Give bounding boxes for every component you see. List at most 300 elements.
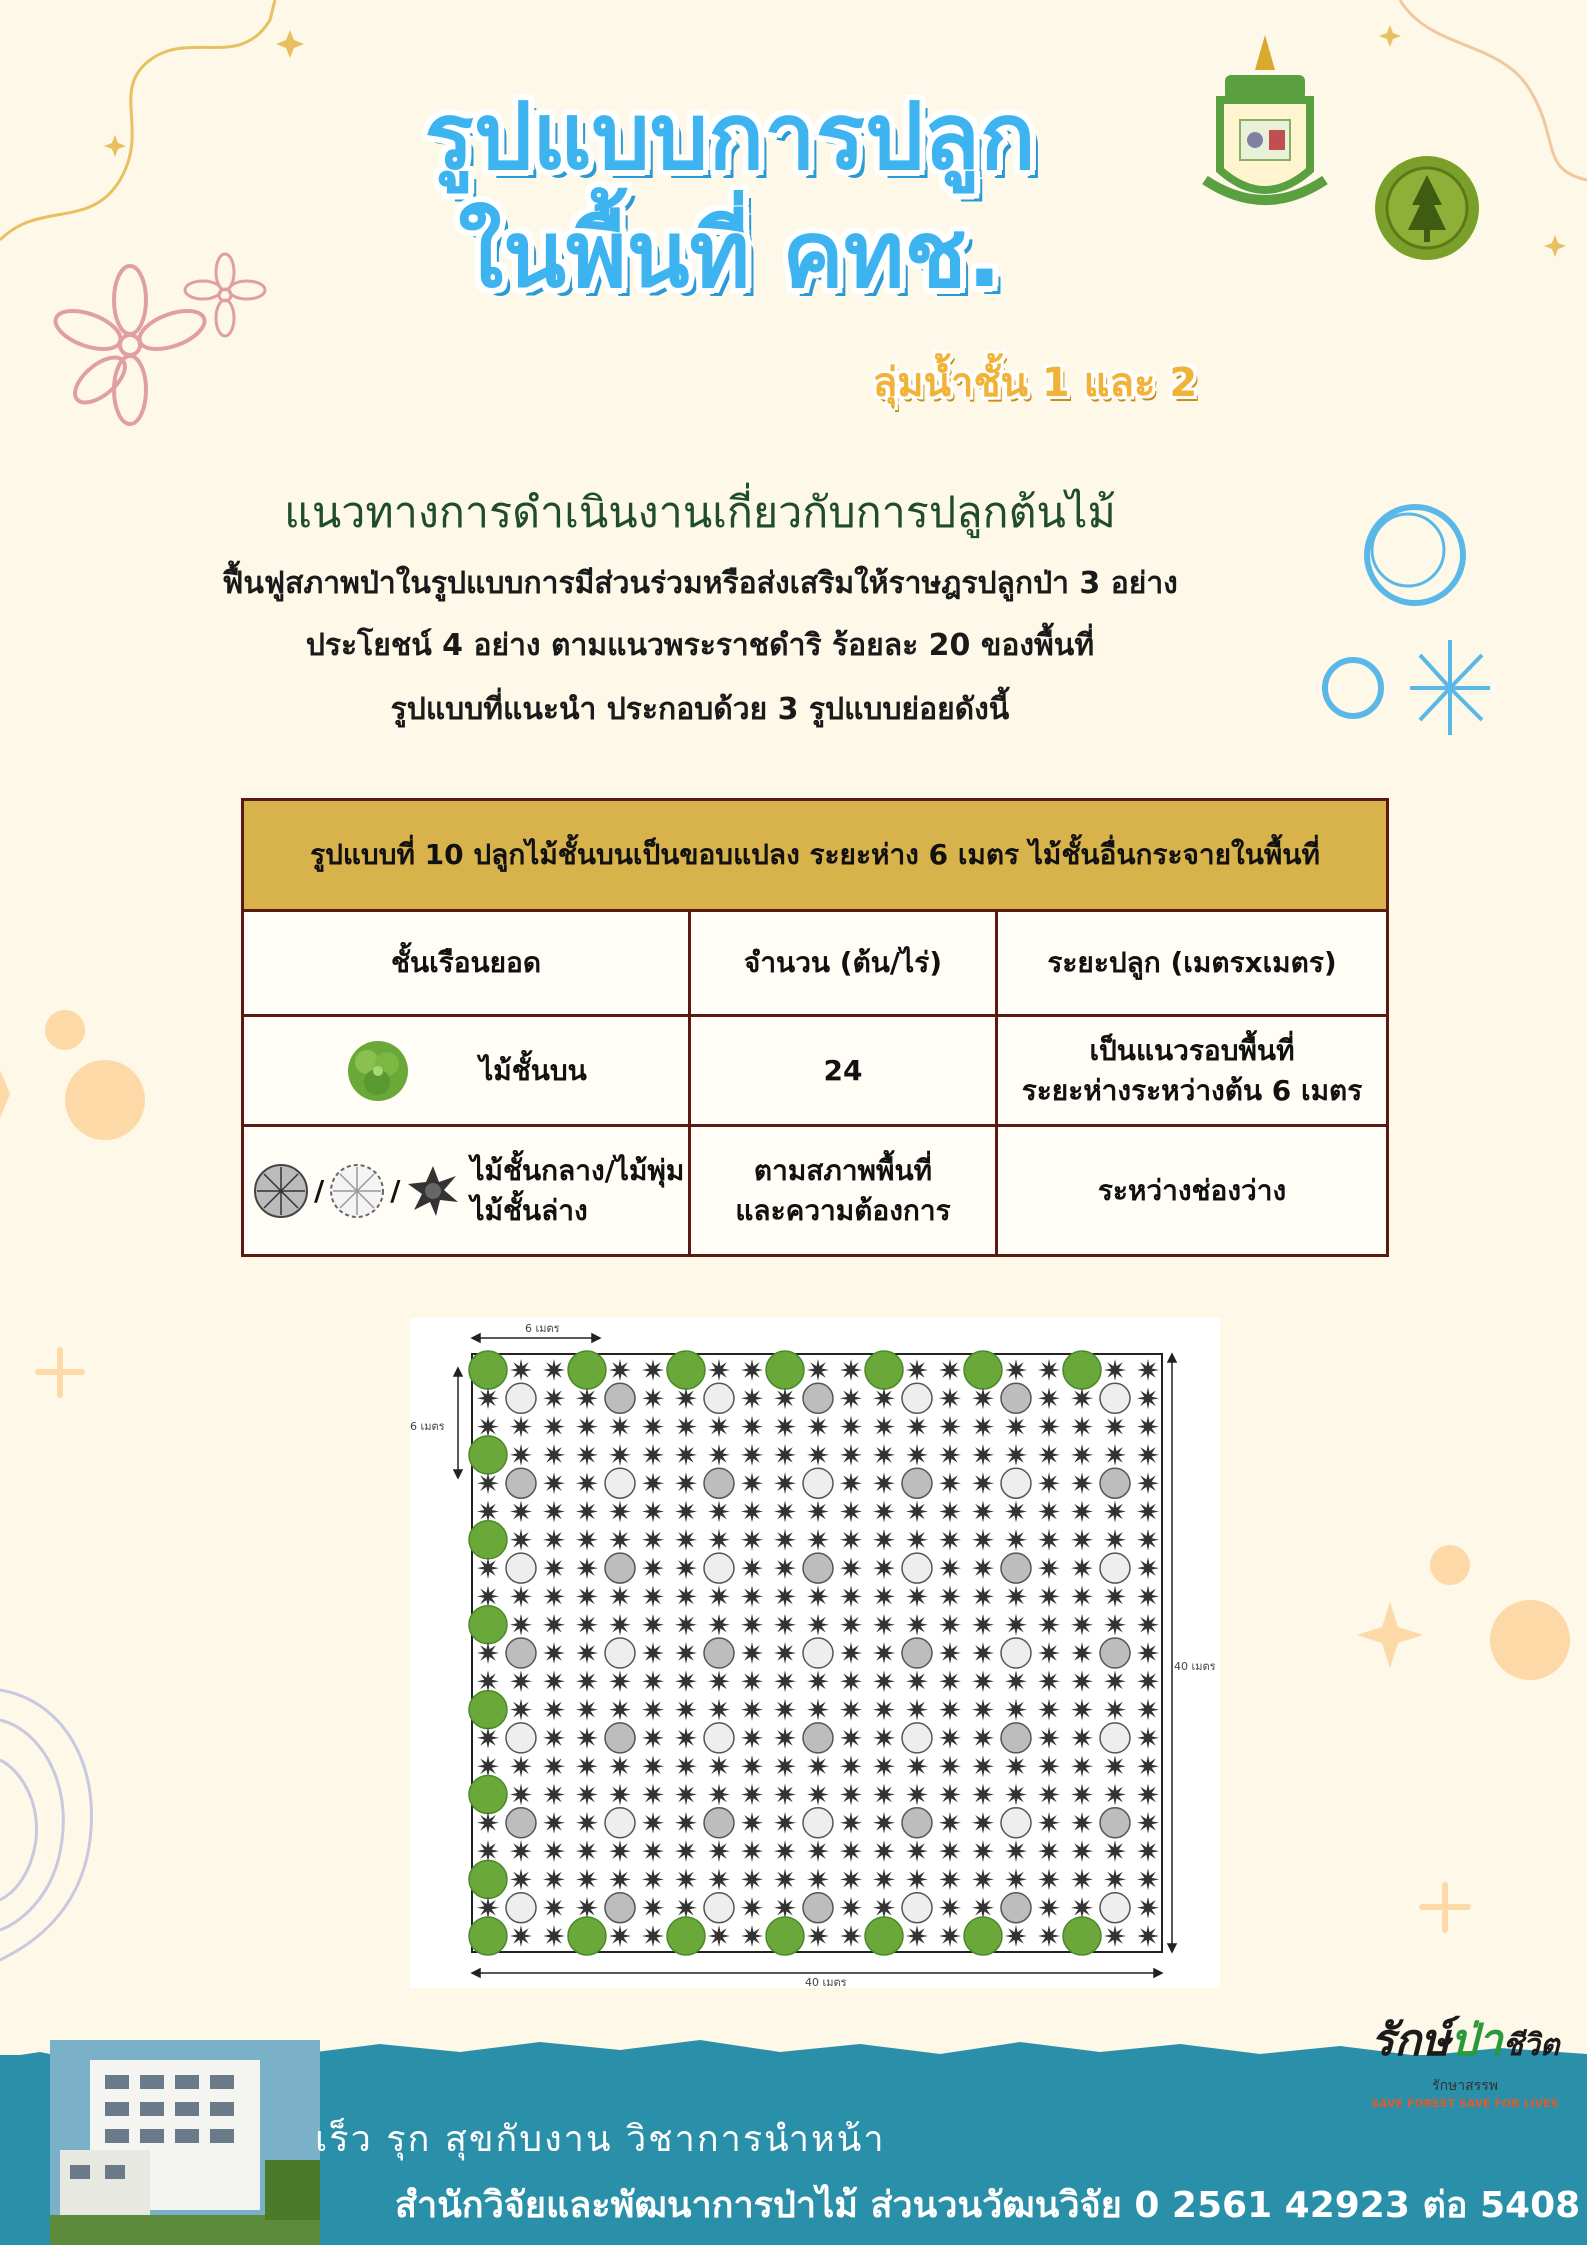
middle-tree-icon: [1100, 1808, 1130, 1838]
lower-tree-icon: [609, 1784, 631, 1806]
lower-tree-icon: [576, 1868, 598, 1890]
lower-tree-icon: [642, 1444, 664, 1466]
lower-tree-icon: [807, 1529, 829, 1551]
lower-tree-icon: [1137, 1812, 1159, 1834]
lower-tree-icon: [1005, 1501, 1027, 1523]
lower-tree-icon: [708, 1784, 730, 1806]
lower-tree-icon: [609, 1416, 631, 1438]
lower-tree-icon: [1038, 1755, 1060, 1777]
left-dimension-label: 6 เมตร: [410, 1420, 445, 1433]
lower-tree-icon: [1104, 1840, 1126, 1862]
lower-tree-icon: [741, 1529, 763, 1551]
lower-tree-icon: [774, 1529, 796, 1551]
lower-tree-icon: [1137, 1642, 1159, 1664]
lower-tree-icon: [1038, 1897, 1060, 1919]
lower-tree-icon: [609, 1585, 631, 1607]
lower-tree-icon: [873, 1670, 895, 1692]
lower-tree-icon: [840, 1755, 862, 1777]
lower-tree-icon: [576, 1897, 598, 1919]
lower-tree-icon: [543, 1670, 565, 1692]
upper-tree-icon: [345, 1038, 411, 1104]
separator: /: [390, 1174, 401, 1207]
lower-tree-icon: [642, 1387, 664, 1409]
lower-tree-icon: [1038, 1727, 1060, 1749]
lower-tree-icon: [840, 1784, 862, 1806]
royal-emblem-icon: [1195, 30, 1335, 220]
lower-tree-icon: [906, 1529, 928, 1551]
lower-tree-icon: [939, 1585, 961, 1607]
top-dimension-label: 6 เมตร: [525, 1322, 560, 1335]
lower-tree-icon: [972, 1501, 994, 1523]
lower-tree-icon: [543, 1585, 565, 1607]
lower-tree-icon: [741, 1501, 763, 1523]
lower-tree-icon: [543, 1529, 565, 1551]
bubble-icon: [1325, 507, 1463, 716]
lower-tree-icon: [609, 1501, 631, 1523]
lower-tree-icon: [543, 1444, 565, 1466]
lower-tree-icon: [675, 1642, 697, 1664]
lower-tree-icon: [972, 1897, 994, 1919]
lower-tree-icon: [906, 1359, 928, 1381]
lower-tree-icon: [1005, 1585, 1027, 1607]
lower-tree-icon: [543, 1925, 565, 1947]
middle-tree-icon: [605, 1638, 635, 1668]
lower-tree-icon: [609, 1868, 631, 1890]
lower-tree-icon: [873, 1472, 895, 1494]
lower-tree-icon: [774, 1472, 796, 1494]
lower-tree-icon: [576, 1840, 598, 1862]
middle-tree-icon: [605, 1468, 635, 1498]
lower-tree-icon: [708, 1699, 730, 1721]
lower-tree-icon: [708, 1529, 730, 1551]
lower-tree-icon: [543, 1387, 565, 1409]
lower-tree-icon: [543, 1416, 565, 1438]
lower-tree-icon: [1137, 1897, 1159, 1919]
lower-tree-icon: [1104, 1925, 1126, 1947]
lower-tree-icon: [477, 1387, 499, 1409]
lower-tree-icon: [1038, 1501, 1060, 1523]
lower-tree-icon: [906, 1840, 928, 1862]
lower-tree-icon: [609, 1755, 631, 1777]
lower-tree-icon: [675, 1444, 697, 1466]
lower-tree-icon: [543, 1614, 565, 1636]
lower-tree-icon: [939, 1868, 961, 1890]
upper-tree-icon: [865, 1917, 903, 1955]
lower-tree-icon: [840, 1670, 862, 1692]
lower-tree-icon: [741, 1614, 763, 1636]
lower-tree-icon: [741, 1472, 763, 1494]
lower-tree-icon: [510, 1755, 532, 1777]
lower-tree-icon: [675, 1529, 697, 1551]
lower-tree-icon: [906, 1784, 928, 1806]
lower-tree-icon: [939, 1529, 961, 1551]
lower-tree-icon: [807, 1670, 829, 1692]
page-title-line-2: ในพื้นที่ คทช.: [458, 201, 1002, 308]
lower-tree-icon: [642, 1557, 664, 1579]
lower-tree-icon: [1071, 1868, 1093, 1890]
lower-tree-icon: [972, 1727, 994, 1749]
upper-tree-icon: [964, 1917, 1002, 1955]
lower-tree-icon: [675, 1557, 697, 1579]
upper-tree-icon: [865, 1351, 903, 1389]
lower-tree-icon: [939, 1755, 961, 1777]
lower-tree-icon: [510, 1784, 532, 1806]
lower-tree-icon: [873, 1444, 895, 1466]
lower-tree-icon: [939, 1472, 961, 1494]
lower-tree-icon: [576, 1699, 598, 1721]
lower-tree-icon: [510, 1585, 532, 1607]
middle-tree-icon: [1100, 1638, 1130, 1668]
lower-tree-icon: [477, 1642, 499, 1664]
lower-tree-icon: [939, 1416, 961, 1438]
lower-tree-icon: [675, 1614, 697, 1636]
lower-tree-icon: [1104, 1529, 1126, 1551]
middle-tree-icon: [1100, 1723, 1130, 1753]
lower-tree-icon: [774, 1585, 796, 1607]
lower-tree-icon: [1137, 1925, 1159, 1947]
column-header-count: จำนวน (ต้น/ไร่): [690, 911, 997, 1016]
lower-tree-icon: [1038, 1529, 1060, 1551]
lower-tree-icon: [840, 1868, 862, 1890]
lower-tree-icon: [642, 1614, 664, 1636]
lower-tree-icon: [576, 1529, 598, 1551]
upper-tree-icon: [469, 1691, 507, 1729]
lower-tree-icon: [642, 1472, 664, 1494]
lower-tree-icon: [1137, 1614, 1159, 1636]
lower-tree-icon: [1137, 1557, 1159, 1579]
lower-tree-icon: [807, 1501, 829, 1523]
lower-tree-icon: [576, 1444, 598, 1466]
canopy-cell: [243, 1016, 690, 1126]
middle-tree-icon: [605, 1723, 635, 1753]
lower-tree-icon: [708, 1416, 730, 1438]
lower-tree-icon: [873, 1868, 895, 1890]
lower-tree-icon: [873, 1614, 895, 1636]
column-header-spacing: ระยะปลูก (เมตรxเมตร): [997, 911, 1388, 1016]
middle-tree-icon: [1001, 1468, 1031, 1498]
lower-tree-icon: [939, 1359, 961, 1381]
lower-tree-icon: [510, 1868, 532, 1890]
lower-tree-icon: [609, 1670, 631, 1692]
lower-tree-icon: [477, 1812, 499, 1834]
lower-tree-icon: [972, 1812, 994, 1834]
lower-tree-icon: [477, 1670, 499, 1692]
planting-diagram: [410, 1318, 1220, 1988]
lower-tree-icon: [543, 1868, 565, 1890]
forest-department-seal-icon: [1372, 150, 1482, 270]
lower-tree-icon: [1038, 1614, 1060, 1636]
lower-tree-icon: [642, 1897, 664, 1919]
lower-tree-icon: [543, 1755, 565, 1777]
middle-tree-icon: [704, 1383, 734, 1413]
lower-tree-icon: [1104, 1501, 1126, 1523]
lower-tree-icon: [1137, 1755, 1159, 1777]
lower-tree-icon: [807, 1585, 829, 1607]
lower-tree-icon: [741, 1585, 763, 1607]
lower-tree-icon: [906, 1416, 928, 1438]
lower-tree-icon: [708, 1444, 730, 1466]
lower-tree-icon: [1038, 1416, 1060, 1438]
upper-tree-icon: [469, 1521, 507, 1559]
brand-name-a: รักษ์: [1370, 2015, 1450, 2066]
bottom-dimension-label: 40 เมตร: [805, 1976, 847, 1988]
lower-tree-icon: [576, 1557, 598, 1579]
lower-tree-icon: [972, 1557, 994, 1579]
building-photo: [50, 2040, 320, 2245]
lower-tree-icon: [774, 1670, 796, 1692]
lower-tree-icon: [576, 1416, 598, 1438]
lower-tree-icon: [774, 1840, 796, 1862]
lower-tree-icon: [972, 1472, 994, 1494]
lower-tree-icon: [675, 1784, 697, 1806]
lower-tree-icon: [477, 1840, 499, 1862]
lower-tree-icon: [807, 1784, 829, 1806]
spacing-cell: [997, 1016, 1388, 1126]
lower-tree-icon: [477, 1585, 499, 1607]
middle-tree-icon: [506, 1468, 536, 1498]
lower-tree-icon: [510, 1444, 532, 1466]
lower-tree-icon: [642, 1727, 664, 1749]
lower-tree-icon: [1104, 1359, 1126, 1381]
lower-tree-icon: [741, 1755, 763, 1777]
lower-tree-icon: [675, 1670, 697, 1692]
lower-tree-icon: [576, 1755, 598, 1777]
lower-tree-icon: [972, 1868, 994, 1890]
star-icon: [104, 135, 126, 157]
lower-tree-icon: [741, 1642, 763, 1664]
lower-tree-icon: [543, 1501, 565, 1523]
lower-tree-icon: [972, 1614, 994, 1636]
table-row: [243, 1016, 1388, 1126]
lower-tree-icon: [1137, 1472, 1159, 1494]
lower-tree-icon: [642, 1925, 664, 1947]
middle-tree-icon: [704, 1553, 734, 1583]
upper-tree-icon: [469, 1776, 507, 1814]
lower-tree-icon: [939, 1557, 961, 1579]
upper-tree-icon: [469, 1351, 507, 1389]
sparkle-icon: [1410, 640, 1490, 735]
lower-tree-icon: [543, 1812, 565, 1834]
middle-tree-icon: [803, 1808, 833, 1838]
middle-tree-icon: [902, 1468, 932, 1498]
lower-tree-icon: [873, 1840, 895, 1862]
lower-tree-icon: [741, 1812, 763, 1834]
lower-tree-icon: [840, 1614, 862, 1636]
lower-tree-icon: [906, 1670, 928, 1692]
lower-tree-icon: [741, 1670, 763, 1692]
upper-tree-icon: [766, 1917, 804, 1955]
lower-tree-icon: [873, 1416, 895, 1438]
lower-tree-icon: [609, 1614, 631, 1636]
lower-tree-icon: [840, 1501, 862, 1523]
lower-tree-icon: [1071, 1472, 1093, 1494]
lower-tree-icon: [477, 1416, 499, 1438]
lower-tree-icon: [807, 1755, 829, 1777]
lower-tree-icon: [609, 1529, 631, 1551]
lower-tree-icon: [873, 1812, 895, 1834]
lower-tree-icon: [1071, 1557, 1093, 1579]
middle-tree-icon: [605, 1383, 635, 1413]
middle-tree-icon: [704, 1723, 734, 1753]
lower-tree-icon: [1071, 1387, 1093, 1409]
lower-tree-icon: [972, 1642, 994, 1664]
lower-tree-icon: [675, 1585, 697, 1607]
lower-tree-icon: [708, 1840, 730, 1862]
lower-tree-icon: [774, 1727, 796, 1749]
middle-tree-icon: [252, 1162, 310, 1220]
upper-tree-icon: [469, 1917, 507, 1955]
count-line-1: ตามสภาพพื้นที่: [753, 1153, 933, 1187]
lower-tree-icon: [840, 1840, 862, 1862]
lower-tree-icon: [840, 1529, 862, 1551]
lower-tree-icon: [675, 1472, 697, 1494]
lower-tree-icon: [939, 1699, 961, 1721]
upper-tree-icon: [1063, 1351, 1101, 1389]
lower-tree-icon: [807, 1416, 829, 1438]
canopy-cell: [243, 1126, 690, 1256]
lower-tree-icon: [1038, 1868, 1060, 1890]
lower-tree-icon: [741, 1727, 763, 1749]
lower-tree-icon: [1005, 1359, 1027, 1381]
planting-table: [241, 798, 1389, 1257]
middle-tree-icon: [803, 1383, 833, 1413]
middle-tree-icon: [1100, 1383, 1130, 1413]
lower-tree-icon: [675, 1416, 697, 1438]
lower-tree-icon: [1071, 1529, 1093, 1551]
lower-tree-icon: [1104, 1755, 1126, 1777]
canopy-label-lower: ไม้ชั้นล่าง: [470, 1193, 588, 1227]
lower-tree-icon: [1071, 1840, 1093, 1862]
middle-tree-icon: [803, 1723, 833, 1753]
upper-tree-icon: [469, 1436, 507, 1474]
lower-tree-icon: [873, 1501, 895, 1523]
lower-tree-icon: [642, 1699, 664, 1721]
lower-tree-icon: [642, 1359, 664, 1381]
lower-tree-icon: [939, 1925, 961, 1947]
lower-tree-icon: [576, 1614, 598, 1636]
lower-tree-icon: [1005, 1444, 1027, 1466]
lower-tree-icon: [972, 1387, 994, 1409]
lower-tree-icon: [873, 1529, 895, 1551]
lower-tree-icon: [1038, 1387, 1060, 1409]
middle-tree-icon: [902, 1893, 932, 1923]
lower-tree-icon: [774, 1812, 796, 1834]
upper-tree-icon: [1063, 1917, 1101, 1955]
lower-tree-icon: [675, 1699, 697, 1721]
middle-tree-icon: [605, 1893, 635, 1923]
star-icon: [1379, 25, 1401, 47]
lower-tree-icon: [906, 1444, 928, 1466]
lower-tree-icon: [741, 1387, 763, 1409]
middle-tree-icon: [803, 1553, 833, 1583]
lower-tree-icon: [1038, 1812, 1060, 1834]
lower-tree-icon: [510, 1699, 532, 1721]
middle-tree-icon: [704, 1638, 734, 1668]
middle-tree-icon: [803, 1638, 833, 1668]
middle-tree-icon: [1001, 1383, 1031, 1413]
lower-tree-icon: [1038, 1359, 1060, 1381]
lower-tree-icon: [477, 1472, 499, 1494]
lower-tree-icon: [807, 1359, 829, 1381]
lower-tree-icon: [1038, 1444, 1060, 1466]
lower-tree-icon: [708, 1359, 730, 1381]
lower-tree-icon: [576, 1812, 598, 1834]
middle-tree-icon: [506, 1553, 536, 1583]
lower-tree-icon: [642, 1868, 664, 1890]
lower-tree-icon: [1104, 1868, 1126, 1890]
separator: /: [314, 1174, 325, 1207]
lower-tree-icon: [708, 1585, 730, 1607]
intro-line-3: รูปแบบที่แนะนำ ประกอบด้วย 3 รูปแบบย่อยดังนี้: [390, 692, 1010, 727]
upper-tree-icon: [469, 1860, 507, 1898]
lower-tree-icon: [873, 1387, 895, 1409]
lower-tree-icon: [675, 1387, 697, 1409]
middle-tree-icon: [506, 1723, 536, 1753]
middle-tree-icon: [902, 1723, 932, 1753]
column-header-canopy: ชั้นเรือนยอด: [243, 911, 690, 1016]
lower-tree-icon: [1071, 1585, 1093, 1607]
lower-tree-icon: [807, 1614, 829, 1636]
lower-tree-icon: [708, 1614, 730, 1636]
lower-tree-icon: [939, 1784, 961, 1806]
lower-tree-icon: [477, 1501, 499, 1523]
brand-logo: [1355, 2005, 1575, 2110]
lower-tree-icon: [972, 1755, 994, 1777]
lower-tree-icon: [906, 1614, 928, 1636]
lower-tree-icon: [543, 1727, 565, 1749]
planting-diagram-svg: [410, 1318, 1220, 1988]
lower-tree-icon: [774, 1699, 796, 1721]
lower-tree-icon: [1038, 1557, 1060, 1579]
lower-tree-icon: [1005, 1416, 1027, 1438]
lower-tree-icon: [939, 1897, 961, 1919]
middle-tree-icon: [902, 1383, 932, 1413]
lower-tree-icon: [1137, 1670, 1159, 1692]
lower-tree-icon: [774, 1501, 796, 1523]
lower-tree-icon: [774, 1444, 796, 1466]
lower-tree-icon: [477, 1557, 499, 1579]
spacing-cell: ระหว่างช่องว่าง: [997, 1126, 1388, 1256]
lower-tree-icon: [972, 1840, 994, 1862]
middle-tree-icon: [1001, 1723, 1031, 1753]
lower-tree-icon: [1038, 1642, 1060, 1664]
brand-tagline: SAVE FOREST SAVE FOR LIVES: [1371, 2097, 1559, 2110]
lower-tree-icon: [1071, 1755, 1093, 1777]
lower-tree-icon: [1005, 1925, 1027, 1947]
middle-tree-icon: [1100, 1893, 1130, 1923]
lower-tree-icon: [404, 1162, 462, 1220]
lower-tree-icon: [873, 1642, 895, 1664]
spacing-line-2: ระยะห่างระหว่างต้น 6 เมตร: [1021, 1073, 1363, 1107]
brand-name-b: ป่า: [1449, 2015, 1503, 2066]
lower-tree-icon: [774, 1387, 796, 1409]
lower-tree-icon: [576, 1501, 598, 1523]
middle-tree-icon: [803, 1893, 833, 1923]
middle-tree-icon: [902, 1638, 932, 1668]
lower-tree-icon: [840, 1897, 862, 1919]
lower-tree-icon: [1137, 1444, 1159, 1466]
lower-tree-icon: [774, 1755, 796, 1777]
lower-tree-icon: [939, 1727, 961, 1749]
lower-tree-icon: [840, 1472, 862, 1494]
lower-tree-icon: [1005, 1529, 1027, 1551]
lower-tree-icon: [510, 1529, 532, 1551]
page-subtitle: ลุ่มน้ำชั้น 1 และ 2: [872, 360, 1198, 406]
lower-tree-icon: [642, 1784, 664, 1806]
lower-tree-icon: [972, 1529, 994, 1551]
lower-tree-icon: [840, 1416, 862, 1438]
lower-tree-icon: [774, 1784, 796, 1806]
